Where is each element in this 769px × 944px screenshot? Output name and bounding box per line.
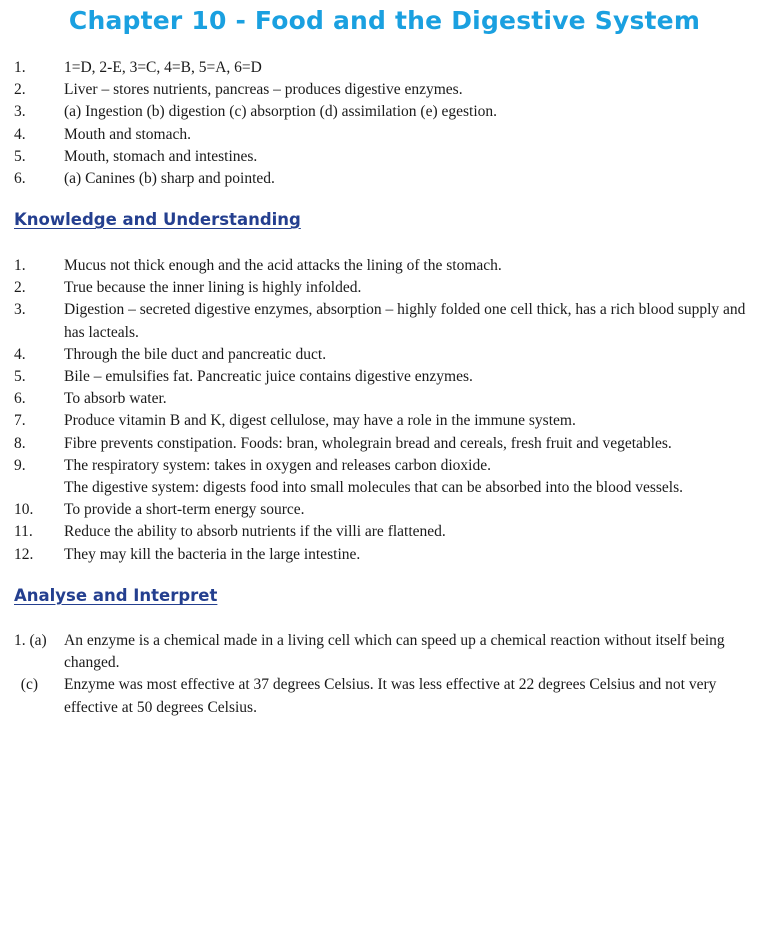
item-text: Reduce the ability to absorb nutrients if the villi are flattened. xyxy=(64,523,446,541)
list-item xyxy=(14,499,754,521)
item-number: 1. xyxy=(14,59,26,76)
list-item xyxy=(14,477,754,499)
item-text: To provide a short-term energy source. xyxy=(64,501,305,519)
list-item xyxy=(14,455,754,477)
item-text: Produce vitamin B and K, digest cellulose, may have a role in the immune system. xyxy=(64,412,576,430)
item-number: 5. xyxy=(14,368,26,386)
item-number: 8. xyxy=(14,434,26,452)
item-number: 4. xyxy=(14,125,26,143)
item-text: Through the bile duct and pancreatic duct. xyxy=(64,345,327,363)
list-item xyxy=(14,630,754,674)
list-item xyxy=(14,388,754,410)
list-item xyxy=(14,521,754,543)
list-item xyxy=(14,344,754,366)
item-text: Digestion – secreted digestive enzymes, absorption – highly folded one cell thick, has a rich blood supply and has lacteals. xyxy=(64,301,746,341)
item-text: They may kill the bacteria in the large intestine. xyxy=(64,545,361,563)
item-text: (a) Ingestion (b) digestion (c) absorption (d) assimilation (e) egestion. xyxy=(64,103,498,121)
item-text: An enzyme is a chemical made in a living cell which can speed up a chemical reaction without itself being changed. xyxy=(64,632,725,672)
item-text: Enzyme was most effective at 37 degrees Celsius. It was less effective at 22 degrees Celsius and not very effective at 50 degrees Celsius. xyxy=(64,676,717,716)
item-text: (a) Canines (b) sharp and pointed. xyxy=(64,170,275,188)
item-number: 1. (a) xyxy=(14,632,47,649)
list-item xyxy=(14,674,754,718)
item-number: 4. xyxy=(14,345,26,363)
item-text: 1=D, 2-E, 3=C, 4=B, 5=A, 6=D xyxy=(64,59,262,76)
item-number: 3. xyxy=(14,103,26,121)
list-item xyxy=(14,57,754,79)
answer-list-knowledge xyxy=(14,255,754,566)
list-item xyxy=(14,124,754,146)
item-number: 6. xyxy=(14,170,26,188)
item-text: The respiratory system: takes in oxygen and releases carbon dioxide. xyxy=(64,456,491,474)
page-title: Chapter 10 - Food and the Digestive System xyxy=(68,6,701,35)
item-text: To absorb water. xyxy=(64,390,167,408)
item-text: Mouth, stomach and intestines. xyxy=(64,147,258,165)
item-text: The digestive system: digests food into small molecules that can be absorbed into the blood vessels. xyxy=(64,479,684,497)
list-item xyxy=(14,101,754,123)
item-number: 7. xyxy=(14,412,26,430)
item-text: Fibre prevents constipation. Foods: bran, wholegrain bread and cereals, fresh fruit and vegetables. xyxy=(64,434,672,452)
item-number: 9. xyxy=(14,456,26,474)
list-item xyxy=(14,299,754,343)
list-item xyxy=(14,544,754,566)
item-number: 10. xyxy=(14,501,34,519)
section-heading-knowledge: Knowledge and Understanding xyxy=(14,210,301,229)
item-number: 3. xyxy=(14,301,26,319)
item-number xyxy=(14,477,64,499)
answer-list-analyse xyxy=(14,630,754,719)
list-item xyxy=(14,410,754,432)
item-text: Bile – emulsifies fat. Pancreatic juice contains digestive enzymes. xyxy=(64,368,473,386)
item-number: (c) xyxy=(20,676,38,694)
item-text: Liver – stores nutrients, pancreas – produces digestive enzymes. xyxy=(64,81,463,99)
item-text: Mouth and stomach. xyxy=(64,125,191,143)
section-heading-analyse: Analyse and Interpret xyxy=(14,586,218,605)
list-item xyxy=(14,168,754,190)
item-text: True because the inner lining is highly infolded. xyxy=(64,279,362,297)
list-item xyxy=(14,277,754,299)
list-item xyxy=(14,366,754,388)
item-number: 1. xyxy=(14,257,26,274)
item-text: Mucus not thick enough and the acid attacks the lining of the stomach. xyxy=(64,257,502,274)
list-item xyxy=(14,433,754,455)
item-number: 2. xyxy=(14,279,26,297)
list-item xyxy=(14,146,754,168)
item-number: 11. xyxy=(14,523,33,541)
item-number: 6. xyxy=(14,390,26,408)
answer-list-intro xyxy=(14,57,754,190)
item-number: 12. xyxy=(14,545,34,563)
list-item xyxy=(14,79,754,101)
item-number: 5. xyxy=(14,147,26,165)
list-item xyxy=(14,255,754,277)
item-number: 2. xyxy=(14,81,26,99)
